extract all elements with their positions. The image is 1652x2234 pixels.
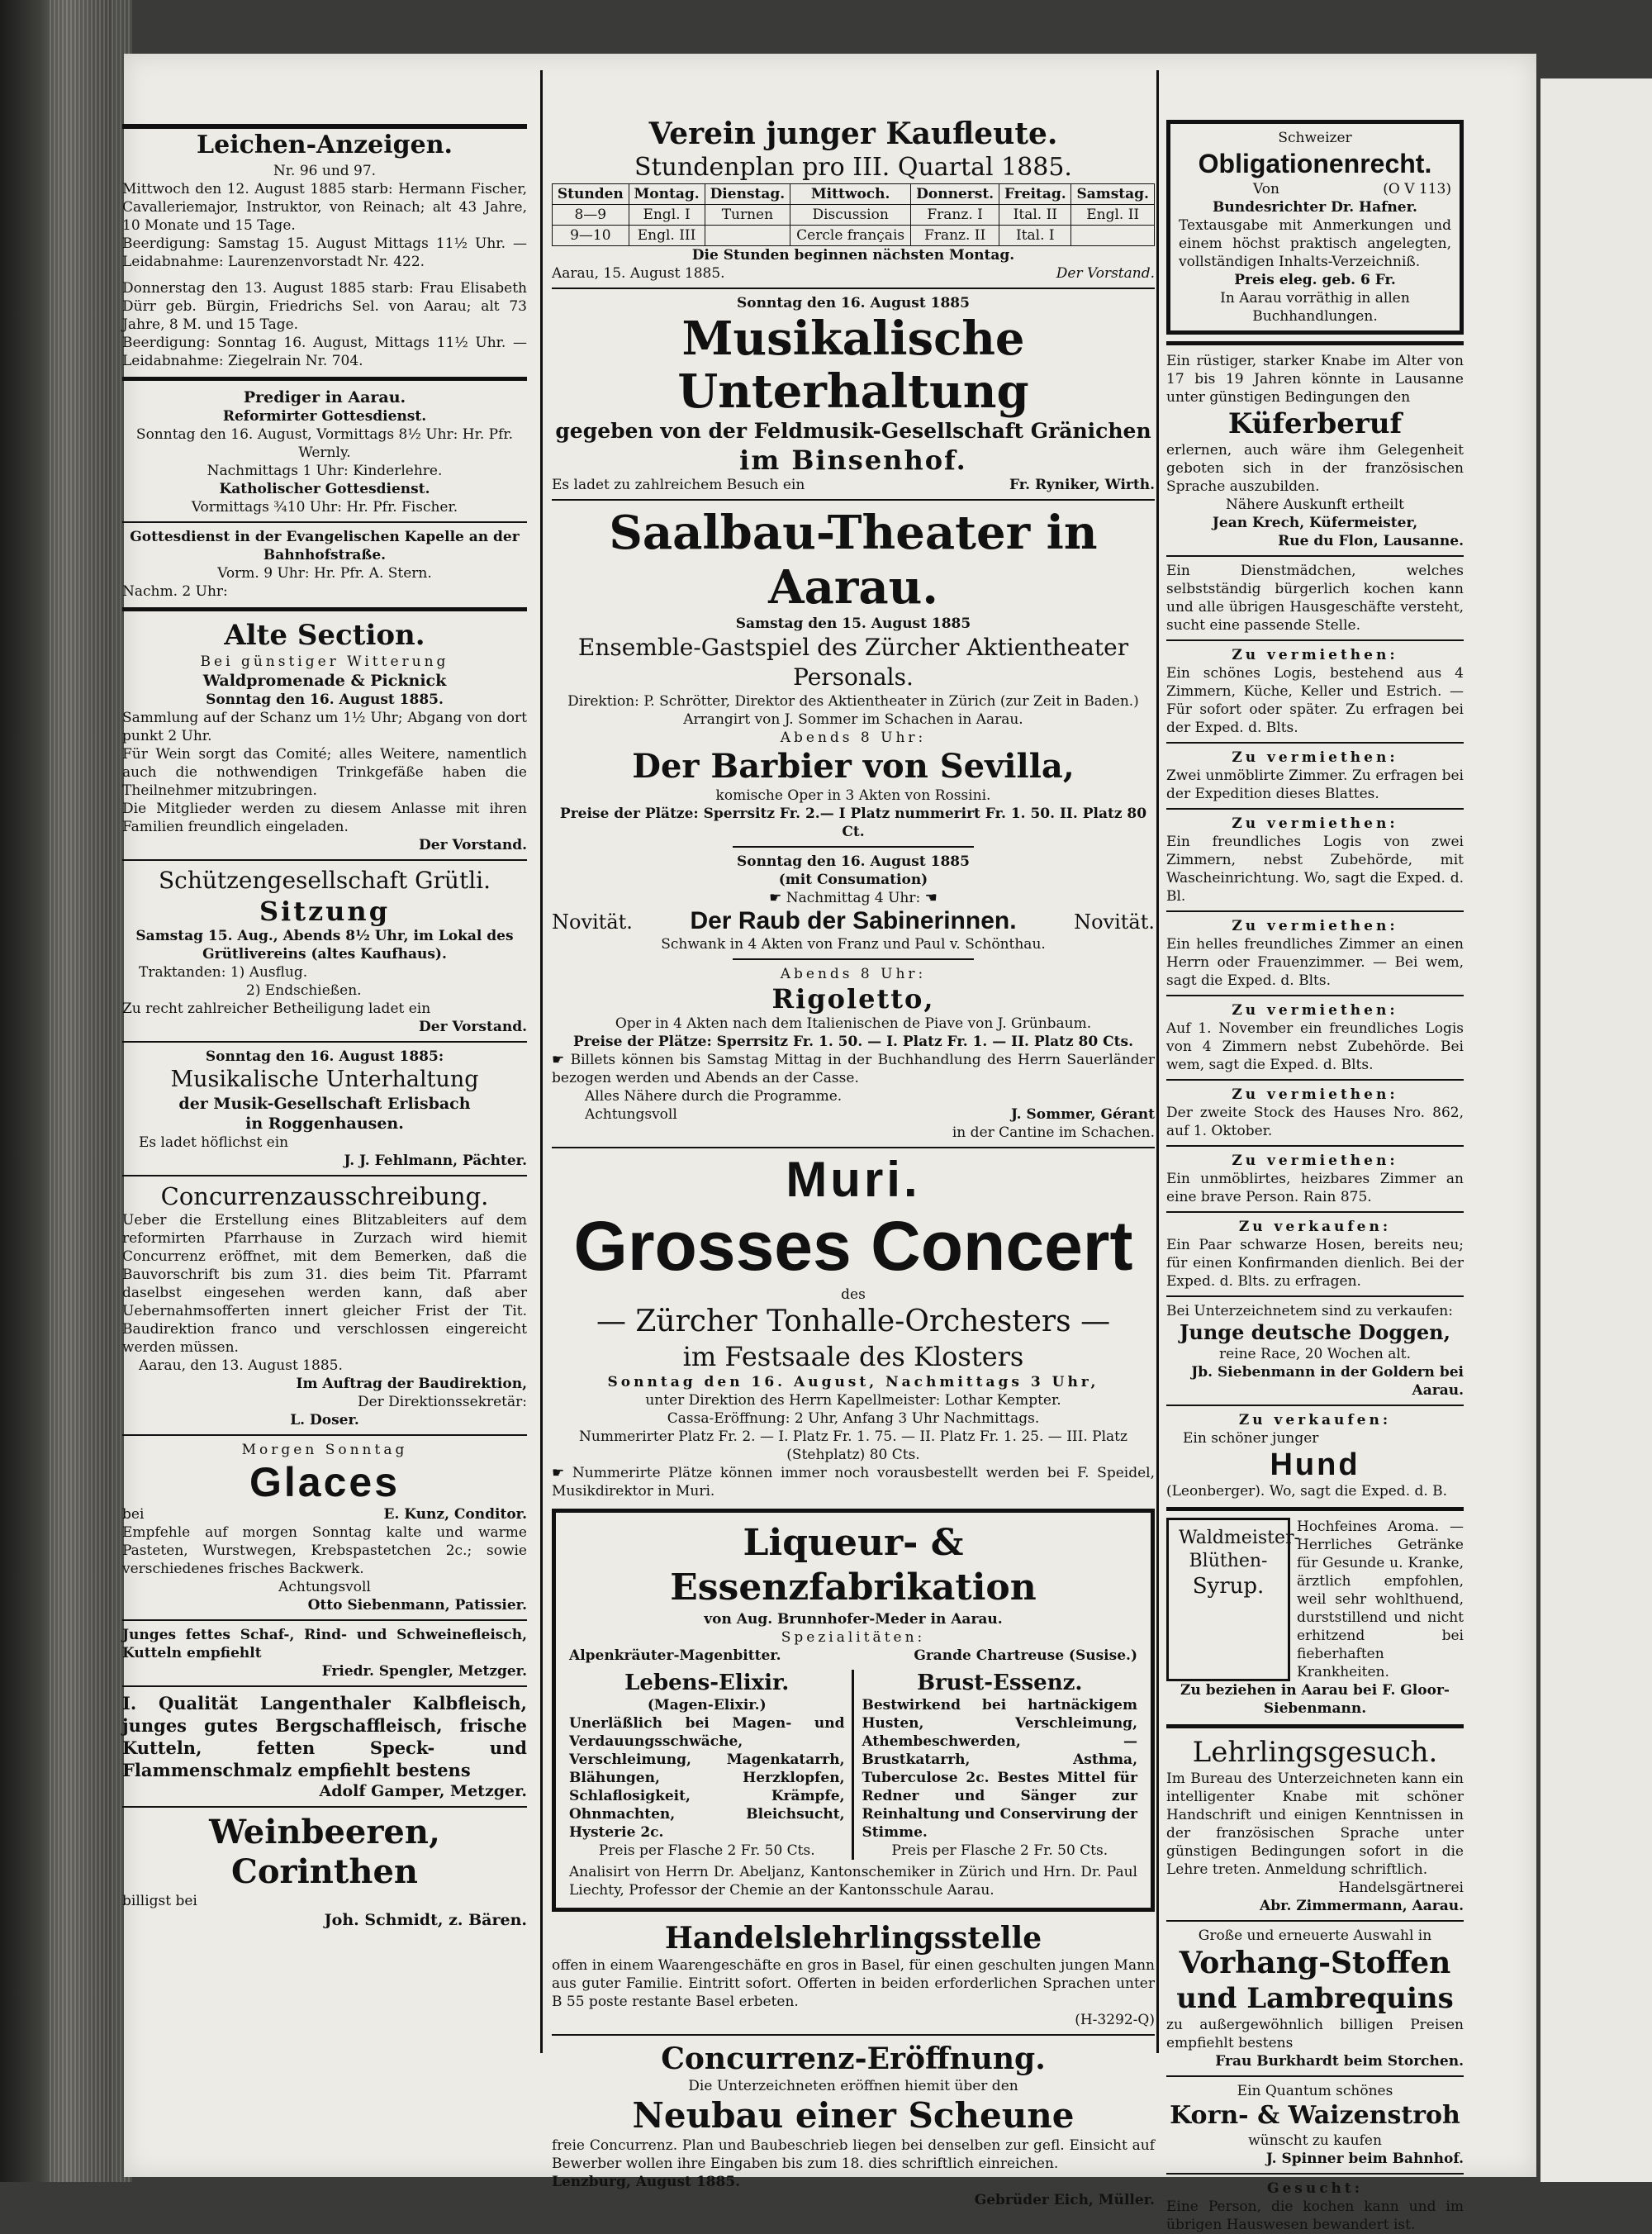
- table-cell: Franz. I: [911, 205, 999, 226]
- adjacent-page: [1540, 78, 1652, 2182]
- rule: [122, 1175, 527, 1176]
- rule: [122, 607, 527, 611]
- verein-subtitle: Stundenplan pro III. Quartal 1885.: [634, 153, 1072, 182]
- saalbau-billets: [552, 1051, 1155, 1087]
- erlisbach-line: der Musik-Gesellschaft Erlisbach: [178, 1095, 471, 1113]
- rule: [733, 846, 974, 848]
- table-row: [553, 226, 1155, 246]
- saalbau-signature: J. Sommer, Gérant: [1010, 1106, 1155, 1123]
- saalbau-billets-text: Billets können bis Samstag Mittag in der Buchhandlung des Herrn Sauerländer bezogen werden und Abends an der Casse.: [552, 1052, 1156, 1086]
- gruetli-line: Zu recht zahlreicher Betheiligung ladet ein: [122, 1001, 431, 1017]
- likoer-analysis: Analisirt von Herrn Dr. Abeljanz, Kantonschemiker in Zürich und Hrn. Dr. Paul Liechty, Professor der Chemie an der Kantonsschule Aarau.: [569, 1864, 1137, 1899]
- vorhang-signature: Frau Burkhardt beim Storchen.: [1215, 2053, 1464, 2070]
- leichen-nr: Nr. 96 und 97.: [273, 163, 377, 179]
- brust-essenz-price: Preis per Flasche 2 Fr. 50 Cts.: [891, 1842, 1108, 1859]
- rule: [1166, 1079, 1464, 1081]
- rule: [122, 1041, 527, 1043]
- hund-big: Hund: [1270, 1447, 1360, 1482]
- vorhang-text: zu außergewöhnlich billigen Preisen empfiehlt bestens: [1166, 2017, 1464, 2051]
- waldmeister-title: Syrup.: [1192, 1574, 1265, 1599]
- lehrling-signature: Abr. Zimmermann, Aarau.: [1260, 1898, 1464, 1914]
- muri-preorder: [552, 1464, 1155, 1500]
- gesucht-text: Eine Person, die kochen kann und im übrigen Hauswesen bewandert ist.: [1166, 2198, 1464, 2233]
- kuefer-text: Ein rüstiger, starker Knabe im Alter von 17 bis 19 Jahren könnte in Lausanne unter günstigen Bedingungen den: [1166, 353, 1464, 406]
- play-title: Der Raub der Sabinerinnen.: [690, 907, 1017, 934]
- prediger-line: Vormittags ¾10 Uhr: Hr. Pfr. Fischer.: [191, 499, 458, 516]
- play-subtitle: Oper in 4 Akten nach dem Italienischen de Piave von J. Grünbaum.: [615, 1015, 1092, 1032]
- rule: [1166, 1145, 1464, 1147]
- kuefer-signature: Jean Krech, Küfermeister,: [1212, 515, 1418, 531]
- hund-title: Zu verkaufen:: [1238, 1412, 1392, 1428]
- stroh-title: Korn- & Waizenstroh: [1170, 2101, 1460, 2130]
- scheune-date: Lenzburg, August 1885.: [552, 2174, 741, 2190]
- table-cell: Ital. II: [999, 205, 1071, 226]
- hund-line: Ein schöner junger: [1183, 1430, 1319, 1447]
- gamper-text: I. Qualität Langenthaler Kalbfleisch, junges gutes Bergschaffleisch, frische Kutteln, fetten Speck- und Flammenschmalz empfiehlt bestens: [122, 1693, 527, 1780]
- rule: [1166, 1920, 1464, 1922]
- rule: [1166, 1405, 1464, 1406]
- rule: [1166, 910, 1464, 912]
- obligation-price: Preis eleg. geb. 6 Fr.: [1234, 272, 1396, 288]
- vm-title: Zu vermiethen:: [1232, 1153, 1398, 1169]
- alte-signature: Der Vorstand.: [419, 837, 527, 853]
- gruetli-sitzung: Sitzung: [259, 896, 391, 927]
- vorhang-line: Große und erneuerte Auswahl in: [1198, 1927, 1432, 1944]
- glaces-line: Achtungsvoll: [278, 1579, 371, 1595]
- kuefer-line: Nähere Auskunft ertheilt: [1225, 497, 1405, 513]
- lebens-elixir-sub: (Magen-Elixir.): [647, 1697, 767, 1714]
- concurrenz-title: Concurrenzausschreibung.: [160, 1182, 489, 1210]
- saalbau-line: Ensemble-Gastspiel des Zürcher Aktientheater Personals.: [577, 634, 1129, 691]
- center-column: [552, 116, 1155, 2209]
- glaces-bei: bei: [122, 1506, 145, 1523]
- weinbeeren-signature: Joh. Schmidt, z. Bären.: [324, 1911, 527, 1929]
- vm-text: Ein unmöblirtes, heizbares Zimmer an eine brave Person. Rain 875.: [1166, 1171, 1464, 1205]
- saalbau-title: Saalbau-Theater in Aarau.: [609, 506, 1098, 615]
- table-header: Montag.: [629, 184, 705, 205]
- saalbau-time: Abends 8 Uhr:: [780, 730, 927, 746]
- table-cell: Cercle français: [790, 226, 911, 246]
- rule: [1166, 2173, 1464, 2175]
- pointing-hand-icon: ☛: [769, 890, 786, 906]
- doggen-line: Bei Unterzeichnetem sind zu verkaufen:: [1166, 1303, 1453, 1319]
- rule: [1166, 1295, 1464, 1297]
- leichen-entry: Mittwoch den 12. August 1885 starb: Hermann Fischer, Cavalleriemajor, Instruktor, von Reinach; alt 43 Jahre, 10 Monate und 15 Tage.: [122, 181, 527, 234]
- saalbau-time: Abends 8 Uhr:: [780, 966, 927, 982]
- vk-title: Zu verkaufen:: [1238, 1219, 1392, 1235]
- gruetli-signature: Der Vorstand.: [419, 1019, 527, 1035]
- table-cell: Turnen: [705, 205, 790, 226]
- vm-title: Zu vermiethen:: [1232, 1086, 1398, 1103]
- vk-text: Ein Paar schwarze Hosen, bereits neu; für einen Konfirmanden dienlich. Bei der Exped. d. Blts. zu erfragen.: [1166, 1237, 1464, 1290]
- waldmeister-title: Waldmeister-: [1179, 1528, 1300, 1548]
- table-header: Donnerst.: [911, 184, 999, 205]
- prediger-title: Prediger in Aarau.: [243, 388, 406, 406]
- lebens-elixir-text: Unerläßlich bei Magen- und Verdauungsschwäche, Verschleimung, Magenkatarrh, Blähungen, Herzklopfen, Schlaflosigkeit, Krämpfe, Ohnmachten, Bleichsucht, Hysterie 2c.: [569, 1715, 845, 1841]
- vm-title: Zu vermiethen:: [1232, 815, 1398, 832]
- vorhang-title: und Lambrequins: [1176, 1982, 1454, 2015]
- alte-line: Sammlung auf der Schanz um 1½ Uhr; Abgang von dort punkt 2 Uhr.: [122, 710, 527, 744]
- concurrenz-sig: L. Doser.: [290, 1412, 359, 1428]
- rule: [552, 1147, 1155, 1148]
- vm-title: Zu vermiethen:: [1232, 749, 1398, 766]
- vm-text: Ein helles freundliches Zimmer an einen Herrn oder Frauenzimmer. — Bei wem, sagt die Exped. d. Blts.: [1166, 936, 1464, 989]
- concurrenz-sig: Der Direktionssekretär:: [357, 1394, 527, 1410]
- leichen-title: Leichen-Anzeigen.: [197, 131, 453, 159]
- obligation-code: (O V 113): [1383, 181, 1451, 197]
- lebens-elixir-title: Lebens-Elixir.: [624, 1671, 790, 1695]
- weinbeeren-title: Weinbeeren,: [209, 1813, 440, 1851]
- leichen-entry: Beerdigung: Sonntag 16. August, Mittags 11½ Uhr. — Leidabnahme: Ziegelrain Nr. 704.: [122, 335, 527, 369]
- play-title: Rigoletto,: [771, 983, 935, 1015]
- vm-text: Auf 1. November ein freundliches Logis von 4 Zimmern nebst Zubehörde. Bei wem, sagt die Exped. d. Blts.: [1166, 1020, 1464, 1073]
- table-header: Stunden: [553, 184, 629, 205]
- left-column: [122, 124, 527, 1930]
- muri-preorder-text: Nummerirte Plätze können immer noch vorausbestellt werden bei F. Speidel, Musikdirektor in Muri.: [552, 1465, 1155, 1500]
- gruetli-line: 2) Endschießen.: [246, 982, 362, 999]
- kuefer-signature: Rue du Flon, Lausanne.: [1278, 533, 1464, 549]
- play-title: Der Barbier von Sevilla,: [632, 747, 1075, 786]
- saalbau-consumation: (mit Consumation): [778, 872, 928, 888]
- rule: [1166, 555, 1464, 557]
- muri-orchestra: — Zürcher Tonhalle-Orchesters —: [596, 1305, 1111, 1338]
- alte-line: Für Wein sorgt das Comité; alles Weitere, namentlich auch die nothwendigen Trinkgefäße haben die Theilnehmer mitzubringen.: [122, 746, 527, 799]
- table-cell: Franz. II: [911, 226, 999, 246]
- vm-text: Ein schönes Logis, bestehend aus 4 Zimmern, Küche, Keller und Estrich. — Für sofort oder später. Zu erfragen bei der Exped. d. Blts.: [1166, 665, 1464, 736]
- handel-code: (H-3292-Q): [1075, 2012, 1155, 2028]
- table-cell: 8—9: [553, 205, 629, 226]
- lebens-elixir-price: Preis per Flasche 2 Fr. 50 Cts.: [598, 1842, 815, 1859]
- obligation-title: Obligationenrecht.: [1198, 149, 1432, 178]
- schedule-table: [552, 183, 1155, 246]
- brust-essenz-text: Bestwirkend bei hartnäckigem Husten, Verschleimung, Athembeschwerden, — Brustkatarrh, Asthma, Tuberculose 2c. Bestes Mittel für Redner und Sänger zur Reinhaltung und Conservirung der Stimme.: [862, 1697, 1137, 1841]
- rule: [122, 1806, 527, 1808]
- saalbau-signature: in der Cantine im Schachen.: [952, 1124, 1155, 1141]
- saalbau-time: [552, 889, 1155, 907]
- stroh-signature: J. Spinner beim Bahnhof.: [1265, 2151, 1464, 2167]
- alte-line: Die Mitglieder werden zu diesem Anlasse mit ihren Familien freundlich eingeladen.: [122, 801, 527, 835]
- scheune-title: Concurrenz-Eröffnung.: [661, 2041, 1046, 2076]
- likoer-item: Grande Chartreuse (Susise.): [914, 1647, 1137, 1664]
- likoer-spez: Spezialitäten:: [781, 1629, 926, 1646]
- table-header: Freitag.: [999, 184, 1071, 205]
- vm-title: Zu vermiethen:: [1232, 647, 1398, 663]
- rule: [122, 377, 527, 381]
- rule: [1166, 742, 1464, 744]
- binsenhof-date: Sonntag den 16. August 1885: [737, 295, 970, 311]
- rule: [733, 958, 974, 960]
- rule: [1166, 341, 1464, 345]
- saalbau-date: Sonntag den 16. August 1885: [737, 853, 970, 870]
- likoer-item: Alpenkräuter-Magenbitter.: [569, 1647, 781, 1664]
- glaces-title: Glaces: [249, 1459, 400, 1505]
- prediger-line: Sonntag den 16. August, Vormittags 8½ Uhr: Hr. Pfr. Wernly.: [135, 426, 514, 461]
- erlisbach-title: Musikalische Unterhaltung: [170, 1067, 479, 1092]
- saalbau-date: Samstag den 15. August 1885: [735, 616, 971, 632]
- spengler-text: Junges fettes Schaf-, Rind- und Schweinefleisch, Kutteln empfiehlt: [122, 1627, 527, 1661]
- vm-text: Der zweite Stock des Hauses Nro. 862, auf 1. Oktober.: [1166, 1105, 1464, 1139]
- vm-text: Zwei unmöblirte Zimmer. Zu erfragen bei der Expedition dieses Blattes.: [1166, 768, 1464, 802]
- scheune-text: freie Concurrenz. Plan und Baubeschrieb liegen bei denselben zur gefl. Einsicht auf Bewerber wollen ihre Eingaben bis zum 18. dies schriftlich einreichen.: [552, 2137, 1155, 2172]
- gruetli-line: Samstag 15. Aug., Abends 8½ Uhr, im Lokal des Grütlivereins (altes Kaufhaus).: [135, 928, 514, 963]
- saalbau-time-label: Nachmittag 4 Uhr:: [786, 890, 921, 906]
- rule: [1166, 1211, 1464, 1213]
- table-cell: [1071, 226, 1155, 246]
- pointing-hand-icon: ☛: [552, 1465, 572, 1481]
- likoer-ad: [552, 1509, 1155, 1912]
- saalbau-prices: Preise der Plätze: Sperrsitz Fr. 2.— I Platz nummerirt Fr. 1. 50. II. Platz 80 Ct.: [559, 806, 1147, 840]
- obligation-where: In Aarau vorräthig in allen Buchhandlungen.: [1220, 290, 1410, 325]
- saalbau-achtung: Achtungsvoll: [585, 1106, 677, 1123]
- obligation-text: Textausgabe mit Anmerkungen und einem höchst praktisch angelegten, vollständigen Inhalts-Verzeichniß.: [1179, 217, 1451, 270]
- prediger-evang: Gottesdienst in der Evangelischen Kapelle an der Bahnhofstraße.: [130, 529, 520, 563]
- play-subtitle: komische Oper in 3 Akten von Rossini.: [715, 787, 991, 804]
- table-header: Samstag.: [1071, 184, 1155, 205]
- vm-title: Zu vermiethen:: [1232, 1002, 1398, 1019]
- rule: [122, 1685, 527, 1687]
- likoer-title: Liqueur- & Essenzfabrikation: [670, 1522, 1037, 1609]
- lehrling-title: Lehrlingsgesuch.: [1192, 1736, 1438, 1769]
- kuefer-text2: erlernen, auch wäre ihm Gelegenheit geboten sich in der französischen Sprache auszubilden.: [1166, 442, 1464, 495]
- prediger-line: Nachm. 2 Uhr:: [122, 583, 228, 600]
- lehrling-line: Handelsgärtnerei: [1338, 1880, 1464, 1896]
- glaces-pre: Morgen Sonntag: [241, 1442, 408, 1458]
- muri-des: des: [841, 1286, 866, 1303]
- rule: [122, 1619, 527, 1621]
- scheune-line: Die Unterzeichneten eröffnen hiemit über den: [688, 2078, 1018, 2094]
- doggen-line: reine Race, 20 Wochen alt.: [1218, 1346, 1412, 1362]
- binsenhof-place: im Binsenhof.: [739, 444, 967, 476]
- table-cell: Discussion: [790, 205, 911, 226]
- handel-title: Handelslehrlingsstelle: [664, 1921, 1042, 1956]
- rule: [1166, 639, 1464, 641]
- rule: [122, 521, 527, 523]
- rule: [1166, 1724, 1464, 1728]
- obligation-author: Bundesrichter Dr. Hafner.: [1213, 199, 1417, 216]
- column-rule-1: [540, 70, 543, 2053]
- obligation-pre: Schweizer: [1278, 130, 1352, 146]
- vm-title: Zu vermiethen:: [1232, 918, 1398, 934]
- erlisbach-line: in Roggenhausen.: [245, 1115, 404, 1133]
- pointing-hand-icon: ☚: [920, 890, 938, 906]
- alte-line: Waldpromenade & Picknick: [202, 672, 447, 690]
- glaces-text: Empfehle auf morgen Sonntag kalte und warme Pasteten, Wurstwegen, Krebspastetchen 2c.; sowie verschiedenes frisches Backwerk.: [122, 1524, 527, 1577]
- gruetli-line: Traktanden: 1) Ausflug.: [139, 964, 308, 981]
- glaces-name: E. Kunz, Conditor.: [383, 1506, 527, 1523]
- glaces-signature: Otto Siebenmann, Patissier.: [307, 1597, 527, 1614]
- stroh-line: wünscht zu kaufen: [1248, 2132, 1382, 2149]
- erlisbach-date: Sonntag den 16. August 1885:: [205, 1048, 444, 1065]
- erlisbach-signature: J. J. Fehlmann, Pächter.: [344, 1153, 527, 1169]
- muri-leader: unter Direktion des Herrn Kapellmeister: Lothar Kempter.: [645, 1392, 1061, 1409]
- table-cell: 9—10: [553, 226, 629, 246]
- novitaet-label: Novität.: [552, 910, 633, 934]
- leichen-entry: Donnerstag den 13. August 1885 starb: Frau Elisabeth Dürr geb. Bürgin, Friedrichs Sel. von Aarau; alt 73 Jahre, 8 M. und 15 Tage.: [122, 280, 527, 333]
- binsenhof-line: Es ladet zu zahlreichem Besuch ein: [552, 477, 805, 493]
- table-cell: Engl. II: [1071, 205, 1155, 226]
- doggen-title: Junge deutsche Doggen,: [1180, 1320, 1450, 1344]
- handel-text: offen in einem Waarengeschäfte en gros in Basel, für einen geschulten jungen Mann aus guter Familie. Eintritt sofort. Offerten in beiden erforderlichen Sprachen unter B 55 poste restante Basel erbeten.: [552, 1957, 1155, 2010]
- prediger-line: Nachmittags 1 Uhr: Kinderlehre.: [206, 463, 443, 479]
- hund-line: (Leonberger). Wo, sagt die Exped. d. B.: [1166, 1483, 1448, 1500]
- waldmeister-title: Blüthen-: [1189, 1551, 1268, 1571]
- table-header: Dienstag.: [705, 184, 790, 205]
- muri-hall: im Festsaale des Klosters: [682, 1341, 1024, 1372]
- novitaet-label: Novität.: [1074, 910, 1155, 934]
- scheune-signature: Gebrüder Eich, Müller.: [974, 2192, 1155, 2208]
- obligation-von: Von: [1253, 181, 1279, 197]
- alte-line: Sonntag den 16. August 1885.: [206, 692, 444, 708]
- muri-title: Muri.: [786, 1152, 921, 1207]
- prediger-kath: Katholischer Gottesdienst.: [219, 481, 430, 497]
- rule: [552, 288, 1155, 289]
- saalbau-direction: Direktion: P. Schrötter, Direktor des Aktientheater in Zürich (zur Zeit in Baden.): [567, 693, 1139, 710]
- doggen-signature: Jb. Siebenmann in der Goldern bei Aarau.: [1191, 1364, 1464, 1399]
- table-cell: Engl. III: [629, 226, 705, 246]
- column-rule-2: [1156, 70, 1159, 2053]
- brust-essenz-title: Brust-Essenz.: [917, 1671, 1083, 1695]
- saalbau-info: Alles Nähere durch die Programme.: [585, 1088, 843, 1105]
- rule: [1166, 808, 1464, 810]
- rule: [122, 1434, 527, 1436]
- right-column: [1166, 120, 1464, 2234]
- table-cell: Ital. I: [999, 226, 1071, 246]
- binsenhof-title: Musikalische Unterhaltung: [677, 311, 1029, 419]
- concurrenz-text: Ueber die Erstellung eines Blitzableiters auf dem reformirten Pfarrhause in Zurzach wird hiemit Concurrenz eröffnet, mit dem Bemerken, daß die Bauvorschrift bis zum 31. dies beim Tit. Pfarramt daselbst eingesehen werden kann, daß aber Uebernahmsofferten innert gleicher Frist der Tit. Baudirektion franco und verschlossen eingereicht werden müssen.: [122, 1212, 527, 1356]
- erlisbach-line: Es ladet höflichst ein: [139, 1134, 289, 1151]
- gamper-signature: Adolf Gamper, Metzger.: [319, 1782, 527, 1800]
- concurrenz-sig: Im Auftrag der Baudirektion,: [296, 1376, 527, 1392]
- alte-line: Bei günstiger Witterung: [200, 654, 449, 670]
- table-cell: Engl. I: [629, 205, 705, 226]
- stroh-line: Ein Quantum schönes: [1237, 2083, 1393, 2099]
- dienst-text: Ein Dienstmädchen, welches selbstständig bürgerlich kochen kann und alle übrigen Hausgeschäfte versteht, sucht eine passende Stelle.: [1166, 563, 1464, 634]
- rule: [1166, 1507, 1464, 1511]
- muri-concert: Grosses Concert: [573, 1207, 1133, 1285]
- table-header: Mittwoch.: [790, 184, 911, 205]
- rule: [1166, 995, 1464, 996]
- gesucht-title: Gesucht:: [1266, 2180, 1364, 2197]
- muri-date: Sonntag den 16. August, Nachmittags 3 Uhr,: [607, 1374, 1099, 1390]
- saalbau-prices: Preise der Plätze: Sperrsitz Fr. 1. 50. — I. Platz Fr. 1. — II. Platz 80 Cts.: [572, 1034, 1134, 1050]
- binsenhof-signature: Fr. Ryniker, Wirth.: [1009, 477, 1155, 493]
- scheune-heading: Neubau einer Scheune: [632, 2095, 1075, 2136]
- verein-place: Aarau, 15. August 1885.: [552, 265, 725, 282]
- waldmeister-where: Zu beziehen in Aarau bei F. Gloor-Siebenmann.: [1180, 1682, 1450, 1717]
- weinbeeren-line: billigst bei: [122, 1893, 197, 1909]
- alte-title: Alte Section.: [224, 619, 425, 652]
- verein-signature: Der Vorstand.: [1056, 265, 1155, 282]
- vorhang-title: Vorhang-Stoffen: [1179, 1946, 1451, 1980]
- waldmeister-title-box: [1166, 1518, 1300, 1681]
- corinthen-title: Corinthen: [231, 1852, 418, 1891]
- vm-text: Ein freundliches Logis von zwei Zimmern, nebst Zubehörde, mit Wascheinrichtung. Wo, sagt die Exped. d. Bl.: [1166, 834, 1464, 905]
- gruetli-title: Schützengesellschaft Grütli.: [158, 867, 491, 894]
- muri-cassa: Cassa-Eröffnung: 2 Uhr, Anfang 3 Uhr Nachmittags.: [667, 1410, 1040, 1427]
- binsenhof-line: gegeben von der Feldmusik-Gesellschaft Gränichen: [555, 419, 1151, 443]
- verein-note: Die Stunden beginnen nächsten Montag.: [691, 247, 1015, 264]
- table-row: [553, 205, 1155, 226]
- rule: [552, 499, 1155, 501]
- pointing-hand-icon: ☛: [552, 1052, 571, 1068]
- likoer-by: von Aug. Brunnhofer-Meder in Aarau.: [704, 1611, 1003, 1628]
- rule: [1166, 2075, 1464, 2077]
- concurrenz-date: Aarau, den 13. August 1885.: [139, 1357, 343, 1374]
- table-cell: [705, 226, 790, 246]
- lehrling-text: Im Bureau des Unterzeichneten kann ein intelligenter Knabe mit schöner Handschrift und einigen Kenntnissen in der französischen Sprache unter günstigen Bedingungen sofort in die Lehre treten. Anmeldung schriftlich.: [1166, 1771, 1464, 1878]
- prediger-line: Vorm. 9 Uhr: Hr. Pfr. A. Stern.: [217, 565, 432, 582]
- muri-prices: Nummerirter Platz Fr. 2. — I. Platz Fr. 1. 75. — II. Platz Fr. 1. 25. — III. Platz (Stehplatz) 80 Cts.: [579, 1428, 1127, 1463]
- verein-title: Verein junger Kaufleute.: [648, 116, 1058, 151]
- prediger-ref: Reformirter Gottesdienst.: [222, 408, 427, 425]
- spengler-signature: Friedr. Spengler, Metzger.: [321, 1663, 527, 1680]
- rule: [122, 859, 527, 861]
- play-subtitle: Schwank in 4 Akten von Franz und Paul v. Schönthau.: [661, 936, 1046, 953]
- kuefer-title: Küferberuf: [1227, 407, 1403, 440]
- obligation-ad: [1166, 120, 1464, 335]
- leichen-entry: Beerdigung: Samstag 15. August Mittags 11½ Uhr. — Leidabnahme: Laurenzenvorstadt Nr. 422.: [122, 235, 527, 270]
- page-edges: [50, 0, 132, 2182]
- waldmeister-text: Hochfeines Aroma. — Herrliches Getränke für Gesunde u. Kranke, ärztlich empfohlen, weil sehr wohlthuend, durststillend und nicht erhitzend bei fieberhaften Krankheiten.: [1297, 1519, 1464, 1680]
- saalbau-arranged: Arrangirt von J. Sommer im Schachen in Aarau.: [683, 711, 1023, 728]
- rule: [552, 2034, 1155, 2036]
